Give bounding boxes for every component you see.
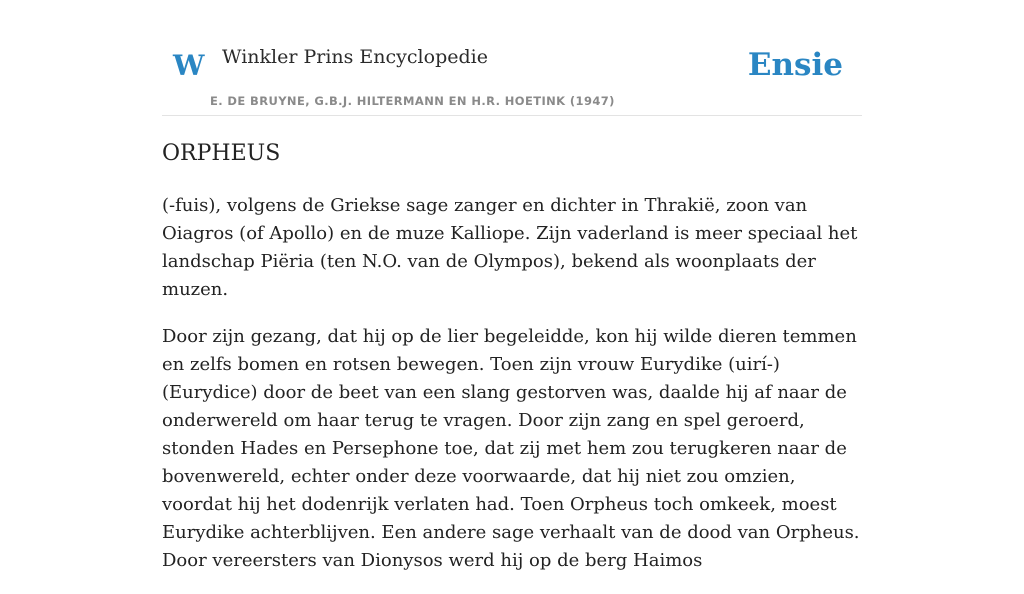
publication-authors: E. DE BRUYNE, G.B.J. HILTERMANN EN H.R. HOETINK (1947) — [210, 94, 615, 108]
article-title: ORPHEUS — [162, 141, 281, 166]
publication-logo: W — [173, 49, 205, 82]
ensie-logo-link[interactable]: Ensie — [747, 47, 843, 83]
article-paragraph: Door zijn gezang, dat hij op de lier begeleidde, kon hij wilde dieren temmen en zelfs bomen en rotsen bewegen. Toen zijn vrouw Eurydike (uirí-) (Eurydice) door de beet van een slang gestorven was, daalde hij af naar de onderwereld om haar terug te vragen. Door zijn zang en spel geroerd, stonden Hades en Persephone toe, dat zij met hem zou terugkeren naar de bovenwereld, echter onder deze voorwaarde, dat hij niet zou omzien, voordat hij het dodenrijk verlaten had. Toen Orpheus toch omkeek, moest Eurydike achterblijven. Een andere sage verhaalt van de dood van Orpheus. Door vereersters van Dionysos werd hij op de berg Haimos — [162, 326, 860, 571]
publication-header — [162, 30, 862, 116]
article-body — [162, 192, 864, 594]
article-paragraph: (-fuis), volgens de Griekse sage zanger en dichter in Thrakië, zoon van Oiagros (of Apollo) en de muze Kalliope. Zijn vaderland is meer speciaal het landschap Piëria (ten N.O. van de Olympos), bekend als woonplaats der muzen. — [162, 195, 858, 300]
publication-title[interactable]: Winkler Prins Encyclopedie — [222, 46, 488, 68]
